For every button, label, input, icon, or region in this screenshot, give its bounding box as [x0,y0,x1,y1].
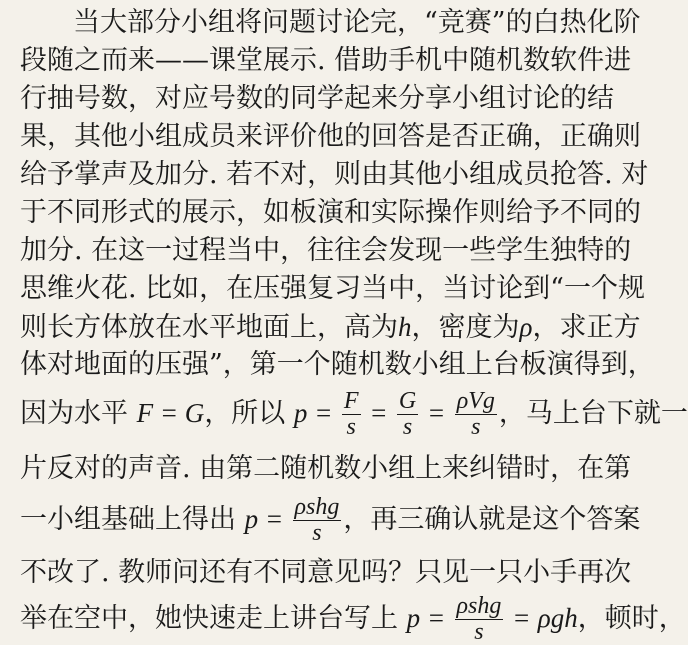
text-line: 行抽号数，对应号数的同学起来分享小组讨论的结 [20,83,614,114]
text-line: 当大部分小组将问题讨论完，“竞赛”的白热化阶 [73,7,641,38]
formula-line: 因为水平 F = G，所以 p = $\frac{F}{s}$ = $\frac{G}{s}$ = $\frac{\text{ρVg}}{s}$ ，马上台下就一 [20,388,688,440]
text-line: 加分. 在这一过程当中，往往会发现一些学生独特的 [20,235,632,266]
fraction-rhoshg-over-s: $\frac{\text{ρshg}}{s}$ [456,593,502,645]
text-line: 果，其他小组成员来评价他的回答是否正确，正确则 [20,121,641,152]
math-rhogh: ρgh [537,603,578,633]
text-line: 不改了. 教师问还有不同意见吗？只见一只小手再次 [20,557,632,588]
text-line: 思维火花. 比如，在压强复习当中，当讨论到“一个规 [20,273,645,304]
text-line: 于不同形式的展示，如板演和实际操作则给予不同的 [20,197,641,228]
fraction-rhovg-over-s: $\frac{\text{ρVg}}{s}$ [456,388,495,440]
formula-line: 一小组基础上得出 p = $\frac{\text{ρshg}}{s}$ ，再三确认就是这个答案 [20,494,641,546]
text-line: 段随之而来——课堂展示. 借助手机中随机数软件进 [20,45,632,76]
fraction-g-over-s: $\frac{G}{s}$ [398,388,417,440]
math-rho: ρ [519,312,533,342]
fraction-f-over-s: $\frac{F}{s}$ [343,388,359,440]
text-line: 则长方体放在水平地面上，高为h，密度为ρ，求正方 [20,312,641,343]
text-line: 给予掌声及加分. 若不对，则由其他小组成员抢答. 对 [20,159,649,190]
math-h: h [398,312,412,342]
text-line: 片反对的声音. 由第二随机数小组上来纠错时，在第 [20,453,632,484]
math-f-equals-g: F = G [136,398,205,428]
formula-line: 举在空中，她快速走上讲台写上 p = $\frac{\text{ρshg}}{s}$ = ρgh，顿时， [20,593,686,645]
text-line: 体对地面的压强”，第一个随机数小组上台板演得到， [20,349,655,380]
fraction-rhoshg-over-s: $\frac{\text{ρshg}}{s}$ [294,494,340,546]
